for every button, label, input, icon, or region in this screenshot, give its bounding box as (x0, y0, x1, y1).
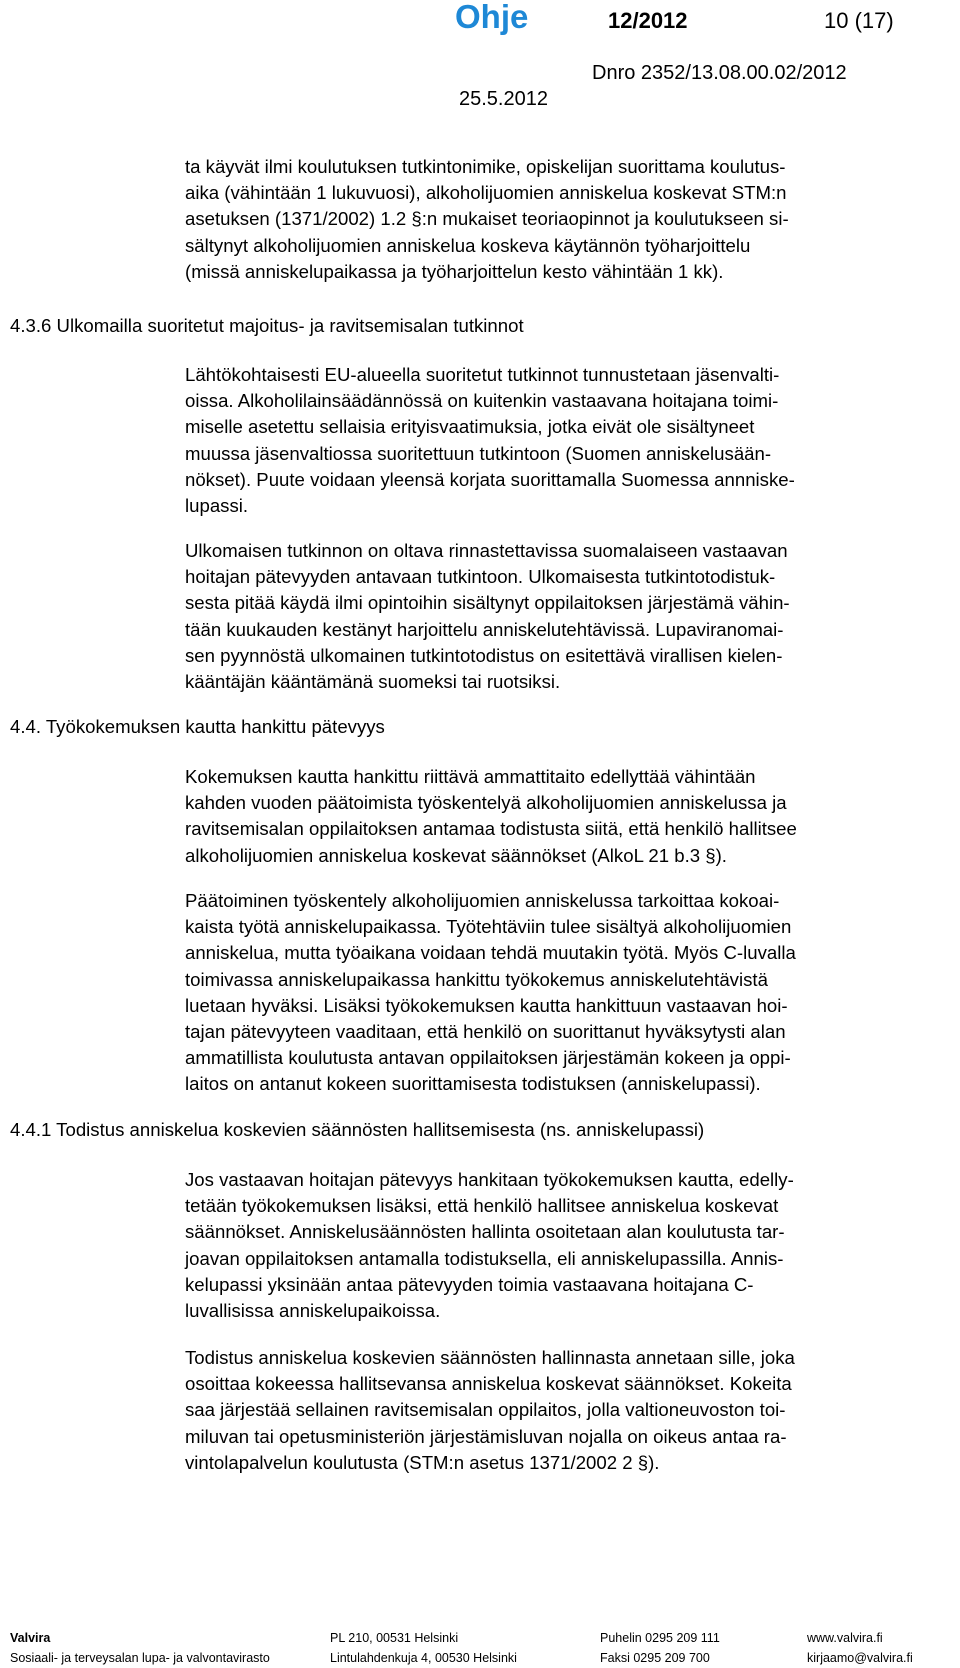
text-line: oissa. Alkoholilainsäädännössä on kuitenkin vastaavana hoitajana toimi- (185, 390, 779, 412)
document-number: 12/2012 (608, 8, 688, 33)
footer-contact (807, 1628, 913, 1668)
text-line: kaista työtä anniskelupaikassa. Työtehtäviin tulee sisältyä alkoholijuomien (185, 916, 792, 938)
text-line: (missä anniskelupaikassa ja työharjoittelun kesto vähintään 1 kk). (185, 260, 724, 282)
footer-address (330, 1628, 517, 1668)
text-line: ravitsemisalan oppilaitoksen antamaa todistusta siitä, että henkilö hallitsee (185, 818, 797, 840)
text-line: säännökset. Anniskelusäännösten hallinta osoitetaan alan koulutusta tar- (185, 1221, 785, 1243)
text-line: Lähtökohtaisesti EU-alueella suoritetut tutkinnot tunnustetaan jäsenvalti- (185, 364, 780, 385)
text-line: kääntäjän kääntämänä suomeksi tai ruotsiksi. (185, 671, 561, 693)
section-heading-4-3-6: 4.3.6 Ulkomailla suoritetut majoitus- ja ravitsemisalan tutkinnot (10, 315, 524, 336)
text-line: nökset). Puute voidaan yleensä korjata suorittamalla Suomessa annniske- (185, 468, 795, 490)
paragraph-4-4-1-b (185, 1345, 795, 1476)
document-date: 25.5.2012 (459, 88, 548, 110)
page-number: 10 (17) (824, 8, 894, 33)
footer-organization (10, 1628, 270, 1668)
document-type: Ohje (455, 0, 529, 35)
text-line: aika (vähintään 1 lukuvuosi), alkoholijuomien anniskelua koskevat STM:n (185, 182, 787, 204)
record-number: Dnro 2352/13.08.00.02/2012 (592, 62, 847, 84)
text-line: toimivassa anniskelupaikassa hankittu työkokemus anniskelutehtävistä (185, 968, 768, 990)
text-line: ammatillista koulutusta antavan oppilaitoksen järjestämän kokeen ja oppi- (185, 1047, 791, 1069)
text-line: saa järjestää sellainen ravitsemisalan oppilaitos, jolla valtioneuvoston toi- (185, 1399, 786, 1421)
intro-paragraph (185, 154, 789, 285)
paragraph-4-4-1-a (185, 1167, 794, 1324)
footer-org-name: Valvira (10, 1631, 51, 1645)
footer-postal-address: PL 210, 00531 Helsinki (330, 1631, 459, 1645)
section-heading-4-4-1: 4.4.1 Todistus anniskelua koskevien säännösten hallitsemisesta (ns. anniskelupassi) (10, 1119, 705, 1140)
section-heading-4-4: 4.4. Työkokemuksen kautta hankittu pätevyys (10, 716, 385, 737)
footer-org-full-name: Sosiaali- ja terveysalan lupa- ja valvontavirasto (10, 1651, 270, 1665)
footer-street-address: Lintulahdenkuja 4, 00530 Helsinki (330, 1651, 517, 1665)
text-line: anniskelua, mutta työaikana voidaan tehdä muutakin työtä. Myös C-luvalla (185, 942, 796, 964)
footer-telephone: Puhelin 0295 209 111 (600, 1631, 720, 1645)
footer-website-link[interactable]: www.valvira.fi (807, 1631, 883, 1645)
footer-fax: Faksi 0295 209 700 (600, 1651, 710, 1665)
footer-email-link[interactable]: kirjaamo@valvira.fi (807, 1651, 913, 1665)
paragraph-4-3-6-b (185, 538, 790, 695)
paragraph-4-3-6-a (185, 362, 795, 519)
text-line: Ulkomaisen tutkinnon on oltava rinnastettavissa suomalaiseen vastaavan (185, 540, 788, 561)
text-line: kahden vuoden päätoimista työskentelyä alkoholijuomien anniskelussa ja (185, 792, 787, 814)
text-line: laitos on antanut kokeen suorittamisesta todistuksen (anniskelupassi). (185, 1073, 761, 1095)
text-line: sesta pitää käydä ilmi opintoihin sisältynyt oppilaitoksen järjestämä vähin- (185, 592, 790, 614)
text-line: alkoholijuomien anniskelua koskevat säännökset (AlkoL 21 b.3 §). (185, 844, 727, 866)
text-line: lupassi. (185, 495, 249, 517)
text-line: Kokemuksen kautta hankittu riittävä ammattitaito edellyttää vähintään (185, 766, 756, 787)
text-line: miselle asetettu sellaisia erityisvaatimuksia, jotka eivät ole sisältyneet (185, 416, 755, 438)
text-line: sen pyynnöstä ulkomainen tutkintotodistus on esitettävä virallisen kielen- (185, 644, 783, 666)
text-line: kelupassi yksinään antaa pätevyyden toimia vastaavana hoitajana C- (185, 1273, 754, 1295)
text-line: sältynyt alkoholijuomien anniskelua koskeva käytännön työharjoittelu (185, 234, 751, 256)
text-line: muussa jäsenvaltiossa suoritettuun tutkintoon (Suomen anniskelusään- (185, 442, 772, 464)
text-line: Päätoiminen työskentely alkoholijuomien anniskelussa tarkoittaa kokoai- (185, 890, 780, 911)
text-line: ta käyvät ilmi koulutuksen tutkintonimike, opiskelijan suorittama koulutus- (185, 156, 786, 177)
text-line: Jos vastaavan hoitajan pätevyys hankitaan työkokemuksen kautta, edelly- (185, 1169, 794, 1190)
text-line: Todistus anniskelua koskevien säännösten hallinnasta annetaan sille, joka (185, 1347, 795, 1368)
text-line: tajan pätevyyteen vaaditaan, että henkilö on suorittanut hyväksytysti alan (185, 1021, 786, 1043)
paragraph-4-4-b (185, 888, 796, 1098)
text-line: tetään työkokemuksen lisäksi, että henkilö hallitsee anniskelua koskevat (185, 1195, 779, 1217)
text-line: osoittaa kokeessa hallitsevansa anniskelua koskevat säännökset. Kokeita (185, 1373, 792, 1395)
text-line: luvallisissa anniskelupaikoissa. (185, 1300, 441, 1322)
text-line: tään kuukauden kestänyt harjoittelu anniskelutehtävissä. Lupaviranomai- (185, 618, 784, 640)
text-line: vintolapalvelun koulutusta (STM:n asetus 1371/2002 2 §). (185, 1451, 660, 1473)
text-line: asetuksen (1371/2002) 1.2 §:n mukaiset teoriaopinnot ja koulutukseen si- (185, 208, 789, 230)
text-line: joavan oppilaitoksen antamalla todistuksella, eli anniskelupassilla. Annis- (185, 1247, 784, 1269)
text-line: miluvan tai opetusministeriön järjestämisluvan nojalla on oikeus antaa ra- (185, 1425, 787, 1447)
footer-phone (600, 1628, 720, 1668)
text-line: hoitajan pätevyyden antavaan tutkintoon. Ulkomaisesta tutkintotodistuk- (185, 566, 776, 588)
paragraph-4-4-a (185, 764, 797, 869)
text-line: luetaan hyväksi. Lisäksi työkokemuksen kautta hankittuun vastaavan hoi- (185, 994, 788, 1016)
